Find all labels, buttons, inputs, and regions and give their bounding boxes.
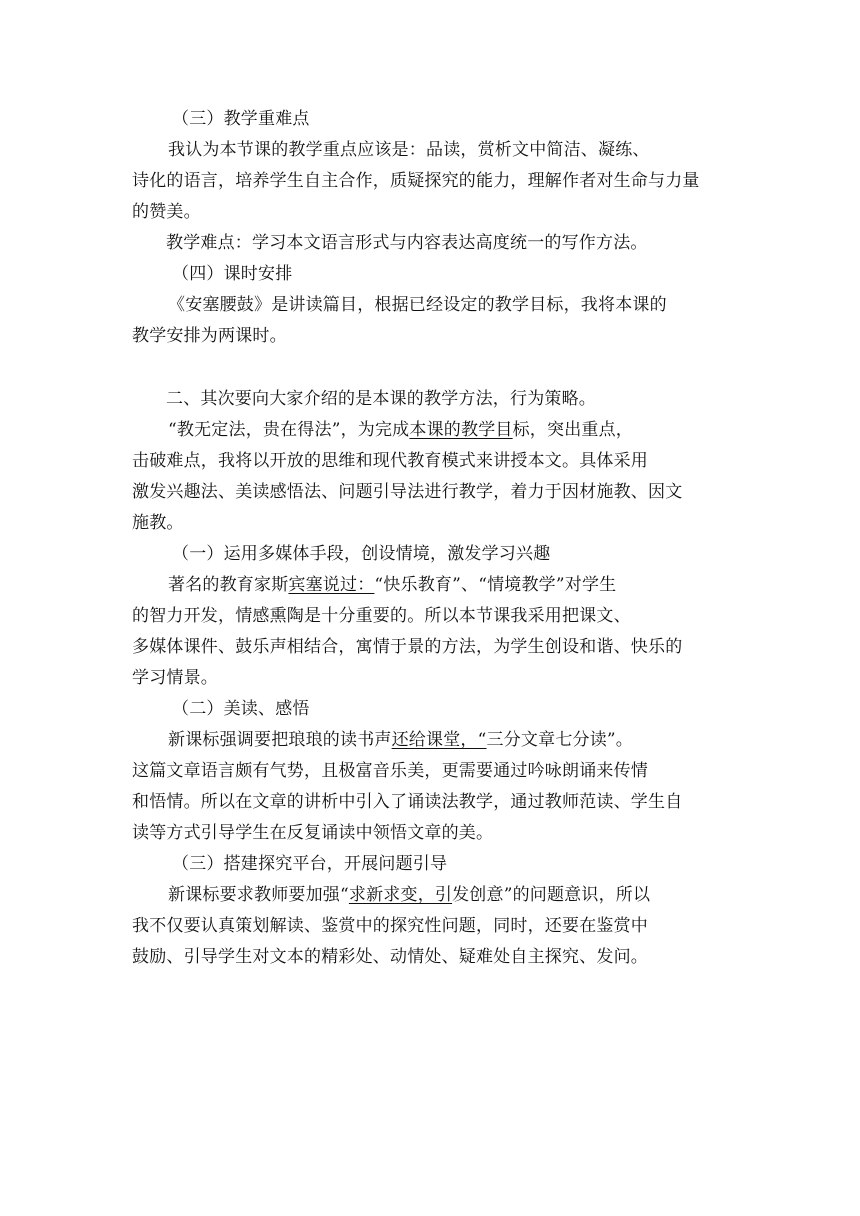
paragraph-media-line-3: 多媒体课件、鼓乐声相结合，寓情于景的方法，为学生创设和谐、快乐的 [132, 637, 683, 657]
paragraph-key-points-line-2: 诗化的语言，培养学生自主合作，质疑探究的能力，理解作者对生命与力量 [132, 171, 700, 191]
method-quote-text: “教无定法，贵在得法”，为完成 [168, 420, 410, 440]
heading-inquiry-method: （三）搭建探究平台，开展问题引导 [172, 854, 448, 874]
paragraph-inquiry-line-1 [132, 880, 728, 911]
paragraph-spacer [132, 352, 728, 384]
paragraph-method-line-2: 击破难点，我将以开放的思维和现代教育模式来讲授本文。具体采用 [132, 451, 648, 471]
document-body [132, 104, 728, 973]
inquiry-line-1-end: 发创意”的问题意识，所以 [452, 885, 651, 905]
inquiry-line-1-start: 新课标要求教师要加强“ [168, 885, 349, 905]
heading-multimedia-method: （一）运用多媒体手段，创设情境，激发学习兴趣 [172, 544, 551, 564]
heading-reading-method: （二）美读、感悟 [172, 699, 310, 719]
paragraph-schedule-line-2: 教学安排为两课时。 [132, 326, 287, 346]
heading-class-schedule: （四）课时安排 [172, 264, 293, 284]
paragraph-schedule-line-1: 《安塞腰鼓》是讲读篇目，根据已经设定的教学目标，我将本课的 [168, 295, 667, 315]
paragraph-media-line-4: 学习情景。 [132, 668, 218, 688]
paragraph-reading-line-2: 这篇文章语言颇有气势，且极富音乐美，更需要通过吟咏朗诵来传情 [132, 761, 648, 781]
paragraph-inquiry-line-2: 我不仅要认真策划解读、鉴赏中的探究性问题，同时，还要在鉴赏中 [132, 916, 648, 936]
underlined-spencer-quote: 宾塞说过： [288, 575, 375, 595]
reading-line-1-start: 新课标强调要把琅琅的读书声 [168, 730, 392, 750]
paragraph-media-line-1 [132, 570, 728, 601]
heading-teaching-focus: （三）教学重难点 [172, 109, 310, 129]
media-line-1-start: 著名的教育家斯 [168, 575, 289, 595]
paragraph-key-points-line-3: 的赞美。 [132, 202, 201, 222]
paragraph-reading-line-3: 和悟情。所以在文章的讲析中引入了诵读法教学，通过教师范读、学生自 [132, 792, 683, 812]
underlined-innovation-phrase: 求新求变，引 [348, 885, 453, 905]
paragraph-method-line-4: 施教。 [132, 513, 184, 533]
paragraph-method-line-1 [132, 415, 728, 446]
paragraph-inquiry-line-3: 鼓励、引导学生对文本的精彩处、动情处、疑难处自主探究、发问。 [132, 947, 648, 967]
section-two-heading: 二、其次要向大家介绍的是本课的教学方法，行为策略。 [166, 389, 596, 409]
paragraph-method-line-3: 激发兴趣法、美读感悟法、问题引导法进行教学，着力于因材施教、因文 [132, 482, 683, 502]
paragraph-key-points-line-1: 我认为本节课的教学重点应该是：品读，赏析文中简洁、凝练、 [168, 140, 650, 160]
reading-line-1-end: 三分文章七分读”。 [486, 730, 634, 750]
teaching-difficulty-line: 教学难点：学习本文语言形式与内容表达高度统一的写作方法。 [166, 233, 648, 253]
underlined-teaching-goal: 本课的教学目 [409, 420, 513, 440]
paragraph-media-line-2: 的智力开发，情感熏陶是十分重要的。所以本节课我采用把课文、 [132, 606, 631, 626]
media-line-1-end: “快乐教育”、“情境教学”对学生 [374, 575, 617, 595]
underlined-classroom-phrase: 还给课堂，“ [391, 730, 487, 750]
paragraph-reading-line-4: 读等方式引导学生在反复诵读中领悟文章的美。 [132, 823, 494, 843]
paragraph-reading-line-1 [132, 725, 728, 756]
method-line-1-end: 标，突出重点， [512, 420, 633, 440]
